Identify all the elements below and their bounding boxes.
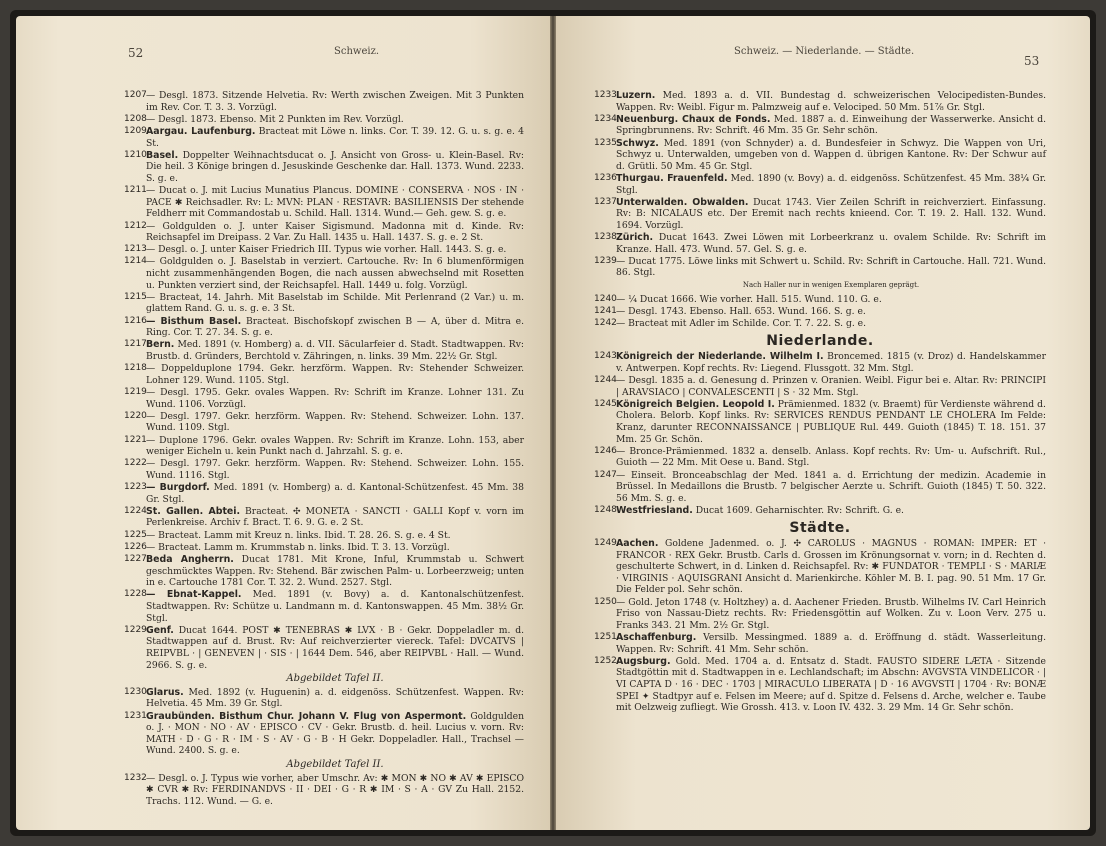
entry-heading: Aschaffenburg. [616,632,697,644]
entry-number: 1241 [594,305,617,316]
entry-text [146,363,524,386]
entry-description: — Bracteat. Lamm m. Krummstab n. links. Ibid. T. 3. 13. Vorzügl. [146,541,450,553]
entry-number: 1232 [124,772,147,783]
entry-number: 1210 [124,149,147,160]
catalog-entry [124,482,524,505]
catalog-entry [124,506,524,529]
catalog-entry [124,90,524,113]
entry-heading: Luzern. [616,90,656,101]
entry-number: 1249 [594,538,617,549]
entry-text [146,256,524,291]
entry-text [616,632,1046,655]
entry-number: 1246 [594,445,617,456]
entry-heading: Basel. [146,149,179,161]
catalog-entry [124,292,524,315]
entry-description: Med. 1890 (v. Bovy) a. d. eidgenöss. Schützenfest. 45 Mm. 38¼ Gr. Stgl. [616,172,1047,196]
entry-number: 1239 [594,255,617,266]
catalog-entry [124,185,524,220]
catalog-entry [124,773,524,808]
entry-text [146,90,524,113]
entry-text [616,597,1046,632]
entry-number: 1238 [594,232,617,243]
entry-text [146,185,524,220]
section-heading: Niederlande. [766,332,874,349]
catalog-entry [124,126,524,149]
catalog-entry [594,656,1046,714]
left-page [16,16,550,830]
entry-number: 1213 [124,244,147,255]
entry-description: — Desgl. 1743. Ebenso. Hall. 653. Wund. 166. S. g. e. [616,305,866,317]
catalog-entry [594,399,1046,445]
catalog-entry [124,244,524,256]
catalog-entry [594,256,1046,279]
entry-text [616,505,1046,517]
entry-text [616,138,1046,173]
catalog-entry [124,435,524,458]
entry-number: 1243 [594,351,617,362]
entry-description: — Ducat 1775. Löwe links mit Schwert u. Schild. Rv: Schrift in Cartouche. Hall. 721. Wund. 86. Stgl. [616,255,1046,279]
entry-description: — Desgl. 1835 a. d. Genesung d. Prinzen v. Oranien. Weibl. Figur bei e. Altar. Rv: PRINCIPI | ARAVSIACO | CONVALESCENTI | S · 32 Mm. Stgl. [616,375,1046,398]
entry-number: 1212 [124,220,147,231]
catalog-entry [124,554,524,589]
catalog-entry [594,306,1046,318]
entry-number: 1223 [124,482,147,493]
entry-text [146,387,524,410]
entry-text [616,446,1046,469]
entry-heading: Aargau. Laufenburg. [146,125,256,137]
entry-number: 1226 [124,541,147,552]
entry-number: 1209 [124,125,147,136]
catalog-entry [124,589,524,624]
entry-number: 1248 [594,504,617,515]
catalog-entry [124,339,524,362]
entry-number: 1227 [124,554,147,565]
entry-text [616,232,1046,255]
entry-description: — Desgl. o. J. unter Kaiser Friedrich III. Typus wie vorher. Hall. 1443. S. g. e. [146,244,507,256]
entry-text [146,506,524,529]
catalog-entry [124,687,524,710]
page-number: 53 [1024,54,1040,68]
entry-description: Bracteat. Bischofskopf zwischen B — A, über d. Mitra e. Ring. Cor. T. 27. 34. S. g. e. [146,315,524,339]
running-head: Schweiz. [334,46,380,57]
entry-heading: Glarus. [146,686,184,698]
entry-number: 1252 [594,655,617,666]
entry-description: Ducat 1743. Vier Zeilen Schrift in reichverziert. Einfassung. Rv: B: NICALAUS etc. Der Eremit nach rechts knieend. Cor. T. 19. 2. Hall. 132. Wund. 1694. Vorzügl. [616,196,1046,231]
entry-text [616,173,1046,196]
entry-description: Bracteat. ✣ MONETA · SANCTI · GALLI Kopf v. vorn im Perlenkreise. Archiv f. Bract. T. 6. 9. G. e. 2 St. [146,505,524,529]
entry-text [146,339,524,362]
entry-text [146,458,524,481]
entry-number: 1230 [124,686,147,697]
catalog-entry [124,114,524,126]
entry-text [616,90,1046,113]
entry-number: 1229 [124,624,147,635]
entry-text [146,435,524,458]
entry-description: Ducat 1609. Geharnischter. Rv: Schrift. G. e. [695,504,904,516]
entry-text [616,375,1046,398]
entry-text [146,411,524,434]
page-body [594,90,1046,714]
entry-text [146,773,524,808]
entry-description: Ducat 1644. POST ✱ TENEBRAS ✱ LVX · B · Gekr. Doppeladler m. d. Stadtwappen auf d. Brust. Rv: Auf reichverzierter viereck. Tafel: DVCATVS | REIPVBL · | GENEVEN | · SIS · | 1644 Dem. 546, aber REIPVBL · Hall. — Wund. 2966. S. g. e. [146,624,524,671]
catalog-entry [124,711,524,757]
entry-text [146,687,524,710]
entry-number: 1207 [124,90,147,100]
entry-heading: Westfriesland. [616,504,693,516]
catalog-entry [594,173,1046,196]
entry-description: Gold. Med. 1704 a. d. Entsatz d. Stadt. FAUSTO SIDERE LÆTA · Sitzende Stadtgöttin mit d. Stadtwappen in e. Lechlandschaft; im Abschn: AVGVSTA VINDELICOR · | VI CAPTA D · 16 · DEC · 1703 | MIRACULO LIBERATA | D · 16 AVGVSTI | 1704 · Rv: BONÆ SPEI ✦ Stadtpyr auf e. Felsen im Meere; auf d. Spitze d. Felsens d. Arche, welcher e. Taube mit Oelzweig zufliegt. Wie Grossh. 413. v. Loon IV. 432. 3. 29 Mm. 14 Gr. Sehr schön. [616,655,1046,714]
entry-heading: Genf. [146,624,174,636]
entry-heading: — Burgdorf. [146,482,210,494]
entry-description: — Goldgulden o. J. Baselstab in verziert. Cartouche. Rv: In 6 blumenförmigen nicht zusammenhängenden Bogen, die nach aussen abwechselnd mit Rosetten u. Punkten verziert sind, der Reichsapfel. Hall. 1449 u. folg. Vorzügl. [146,256,524,291]
entry-number: 1214 [124,256,147,267]
entry-number: 1224 [124,505,147,516]
entry-heading: Augsburg. [616,655,671,667]
entry-description: — Goldgulden o. J. unter Kaiser Sigismund. Madonna mit d. Kinde. Rv: Reichsapfel im Dreipass. 2 Var. Zu Hall. 1435 u. Hall. 1437. S. g. e. 2 St. [146,220,524,244]
entry-text [146,316,524,339]
entry-heading: Königreich der Niederlande. Wilhelm I. [616,351,824,363]
entry-heading: Schwyz. [616,137,659,149]
plate-caption: Abgebildet Tafel II. [286,758,384,770]
entry-description: Prämienmed. 1832 (v. Braemt) für Verdienste während d. Cholera. Belorb. Kopf links. Rv: SERVICES RENDUS PENDANT LE CHOLERA Im Felde: Kranz, darunter RECONNAISSANCE | PUBLIQUE Rul. 449. Guioth (1845) T. 18. 151. 37 Mm. 25 Gr. Schön. [616,398,1046,445]
entry-description: — Ducat o. J. mit Lucius Munatius Plancus. DOMINE · CONSERVA · NOS · IN · PACE ✱ Reichsadler. Rv: L: MVN: PLAN · RESTAVR: BASILIENSIS Der stehende Feldherr mit Commandostab u. Schild. Hall. 1314. Wund.— Geh. gew. S. g. e. [146,185,524,220]
catalog-entry [594,632,1046,655]
catalog-entry [594,375,1046,398]
entry-text [616,294,1046,306]
entry-number: 1242 [594,318,617,329]
catalog-entry [124,458,524,481]
entry-number: 1208 [124,113,147,124]
entry-number: 1220 [124,410,147,421]
page-number: 52 [128,46,144,60]
entry-description: — Einseit. Bronceabschlag der Med. 1841 a. d. Errichtung der medizin. Academie in Brüssel. In Medaillons die Brustb. 7 belgischer Aerzte u. Schrift. Guioth (1845) T. 50. 322. 56 Mm. S. g. e. [616,469,1046,504]
catalog-entry [124,221,524,244]
entry-text [146,589,524,624]
entry-description: — Desgl. 1873. Ebenso. Mit 2 Punkten im Rev. Vorzügl. [146,113,404,125]
entry-text [616,351,1046,374]
entry-text [146,126,524,149]
catalog-entry [124,411,524,434]
entry-number: 1240 [594,293,617,304]
entry-text [146,625,524,671]
section-heading: Städte. [789,519,851,536]
entry-number: 1245 [594,398,617,409]
catalog-entry [124,542,524,554]
entry-heading: Bern. [146,339,175,351]
entry-description: Med. 1891 (v. Bovy) a. d. Kantonalschützenfest. Stadtwappen. Rv: Schütze u. Landmann m. d. Kantonswappen. 45 Mm. 38½ Gr. Stgl. [146,589,524,624]
entry-description: Med. 1892 (v. Huguenin) a. d. eidgenöss. Schützenfest. Wappen. Rv: Helvetia. 45 Mm. 39 Gr. Stgl. [146,686,525,710]
catalog-entry [594,114,1046,137]
entry-text [616,197,1046,232]
entry-description: — Duplone 1796. Gekr. ovales Wappen. Rv: Schrift im Kranze. Lohn. 153, aber weniger Eicheln u. kein Punkt nach d. Jahrzahl. S. g. e. [146,434,524,458]
entry-text [146,711,524,757]
entry-description: Ducat 1643. Zwei Löwen mit Lorbeerkranz u. ovalem Schilde. Rv: Schrift im Kranze. Hall. 473. Wund. 57. Gel. S. g. e. [616,232,1047,255]
entry-text [616,318,1046,330]
catalog-entry [124,530,524,542]
entry-text [146,114,524,126]
entry-text [146,482,524,505]
entry-description: Doppelter Weihnachtsducat o. J. Ansicht von Gross- u. Klein-Basel. Rv: Die heil. 3 Könige bringen d. Jesuskinde Geschenke dar. Hall. 1373. Wund. 2233. S. g. e. [146,149,525,184]
entry-text [146,244,524,256]
entry-number: 1244 [594,375,617,385]
entry-text [616,470,1046,505]
entry-description: — Gold. Jeton 1748 (v. Holtzhey) a. d. Aachener Frieden. Brustb. Wilhelms IV. Carl Heinrich Friso von Nassau-Dietz rechts. Rv: Friedensgöttin auf Wolken. Zu v. Loon Verv. 275 u. Franks 343. 21 Mm. 2½ Gr. Stgl. [616,596,1046,631]
entry-description: — Desgl. 1873. Sitzende Helvetia. Rv: Werth zwischen Zweigen. Mit 3 Punkten im Rev. Cor. T. 3. 3. Vorzügl. [146,90,524,113]
catalog-entry [124,625,524,671]
entry-description: Versilb. Messingmed. 1889 a. d. Eröffnung d. städt. Wasserleitung. Wappen. Rv: Schrift. 41 Mm. Sehr schön. [616,632,1046,655]
catalog-entry [594,138,1046,173]
entry-description: Goldgulden o. J. · MON · NO · AV · EPISCO · CV · Gekr. Brustb. d. heil. Lucius v. vorn. Rv: MATH · D · G · R · IM · S · AV · G · B · H Gekr. Doppeladler. Hall., Trachsel — Wund. 2400. S. g. e. [146,710,524,757]
entry-number: 1247 [594,469,617,480]
catalog-entry [124,150,524,185]
entry-text [616,399,1046,445]
entry-description: — Desgl. 1797. Gekr. herzförm. Wappen. Rv: Stehend. Schweizer. Lohn. 155. Wund. 1116. Stgl. [146,458,524,481]
entry-description: Med. 1891 (v. Homberg) a. d. Kantonal-Schützenfest. 45 Mm. 38 Gr. Stgl. [146,482,524,505]
entry-heading: Unterwalden. Obwalden. [616,196,749,208]
entry-number: 1221 [124,434,147,445]
entry-number: 1218 [124,363,147,374]
entry-number: 1236 [594,172,617,183]
entry-text [146,150,524,185]
entry-text [146,554,524,589]
entry-number: 1234 [594,113,617,124]
entry-text [616,656,1046,714]
entry-heading: Königreich Belgien. Leopold I. [616,398,775,410]
catalog-entry [124,316,524,339]
entry-description: Med. 1887 a. d. Einweihung der Wasserwerke. Ansicht d. Springbrunnens. Rv: Schrift. 46 Mm. 35 Gr. Sehr schön. [616,113,1047,137]
catalog-entry [594,232,1046,255]
page-body [124,90,524,808]
entry-text [616,538,1046,596]
catalog-entry [594,351,1046,374]
catalog-entry [594,538,1046,596]
catalog-entry [594,294,1046,306]
entry-number: 1233 [594,90,617,100]
entry-text [616,306,1046,318]
plate-caption: Abgebildet Tafel II. [286,673,384,685]
footnote: Nach Haller nur in wenigen Exemplaren geprägt. [742,281,920,290]
entry-number: 1216 [124,315,147,326]
entry-heading: Thurgau. Frauenfeld. [616,172,728,184]
entry-number: 1225 [124,529,147,540]
entry-description: Goldene Jadenmed. o. J. ✣ CAROLUS · MAGNUS · ROMAN: IMPER: ET · FRANCOR · REX Gekr. Brustb. Carls d. Grossen im Krönungsornat v. vorn; in d. Rechten d. geschulterte Schwert, in d. Linken d. Reichsapfel. Rv: ✱ FUNDATOR · TEMPLI · S · MARIÆ · VIRGINIS · AQUISGRANI Ansicht d. Marienkirche. Köhler M. B. I. pag. 90. 51 Mm. 17 Gr. Die Felder pol. Sehr schön. [616,538,1046,596]
catalog-entry [594,470,1046,505]
entry-description: — Bracteat, 14. Jahrh. Mit Baselstab im Schilde. Mit Perlenrand (2 Var.) u. m. glattem Rand. G. u. s. g. e. 3 St. [146,291,524,315]
entry-description: Broncemed. 1815 (v. Droz) d. Handelskammer v. Antwerpen. Kopf rechts. Rv: Liegend. Flussgott. 32 Mm. Stgl. [616,351,1046,374]
catalog-entry [124,387,524,410]
entry-number: 1237 [594,196,617,207]
entry-description: — Bracteat mit Adler im Schilde. Cor. T. 7. 22. S. g. e. [616,318,867,330]
entry-number: 1250 [594,596,617,607]
entry-number: 1219 [124,386,147,397]
entry-number: 1228 [124,589,147,600]
entry-text [146,292,524,315]
entry-description: — Desgl. o. J. Typus wie vorher, aber Umschr. Av: ✱ MON ✱ NO ✱ AV ✱ EPISCO ✱ CVR ✱ Rv: FERDINANDVS · II · DEI · G · R ✱ IM · S · A · GV Zu Hall. 2152. Trachs. 112. Wund. — G. e. [146,772,524,807]
entry-description: — Bracteat. Lamm mit Kreuz n. links. Ibid. T. 28. 26. S. g. e. 4 St. [146,529,451,541]
entry-description: — Desgl. 1797. Gekr. herzförm. Wappen. Rv: Stehend. Schweizer. Lohn. 137. Wund. 1109. Stgl. [146,410,524,434]
catalog-entry [594,505,1046,517]
entry-text [616,256,1046,279]
entry-description: Bracteat mit Löwe n. links. Cor. T. 39. 12. G. u. s. g. e. 4 St. [146,125,524,149]
entry-number: 1231 [124,710,147,721]
entry-description: — Bronce-Prämienmed. 1832 a. denselb. Anlass. Kopf rechts. Rv: Um- u. Aufschrift. Rul., Guioth — 22 Mm. Mit Oese u. Band. Stgl. [616,445,1046,469]
entry-heading: — Bisthum Basel. [146,315,242,327]
entry-number: 1251 [594,632,617,643]
catalog-entry [594,446,1046,469]
catalog-entry [594,90,1046,113]
book-spread [10,10,1096,836]
entry-text [616,114,1046,137]
entry-description: Ducat 1781. Mit Krone, Inful, Krummstab u. Schwert geschmücktes Wappen. Rv: Stehend. Bär zwischen Palm- u. Lorbeerzweig; unten in e. Cartouche 1781 Cor. T. 32. 2. Wund. 2527. Stgl. [146,554,525,589]
entry-number: 1217 [124,339,147,350]
catalog-entry [594,197,1046,232]
entry-number: 1222 [124,458,147,469]
entry-heading: Beda Angherrn. [146,554,234,566]
entry-description: — ¼ Ducat 1666. Wie vorher. Hall. 515. Wund. 110. G. e. [616,293,882,305]
running-head: Schweiz. — Niederlande. — Städte. [734,46,915,57]
entry-text [146,221,524,244]
catalog-entry [124,256,524,291]
catalog-entry [594,318,1046,330]
entry-description: Med. 1891 (v. Homberg) a. d. VII. Säcularfeier d. Stadt. Stadtwappen. Rv: Brustb. d. Gründers, Berchtold v. Zähringen, n. links. 39 Mm. 22½ Gr. Stgl. [146,339,524,362]
entry-number: 1215 [124,291,147,302]
entry-number: 1211 [124,185,147,196]
entry-heading: Neuenburg. Chaux de Fonds. [616,113,771,125]
entry-description: — Doppelduplone 1794. Gekr. herzförm. Wappen. Rv: Stehender Schweizer. Lohner 129. Wund. 1105. Stgl. [146,363,524,386]
entry-heading: Zürich. [616,232,654,244]
entry-description: — Desgl. 1795. Gekr. ovales Wappen. Rv: Schrift im Kranze. Lohner 131. Zu Wund. 1106. Vorzügl. [146,386,524,410]
entry-number: 1235 [594,137,617,148]
catalog-entry [124,363,524,386]
entry-text [146,530,524,542]
entry-heading: Aachen. [616,538,659,550]
entry-text [146,542,524,554]
entry-heading: St. Gallen. Abtei. [146,505,241,517]
catalog-entry [594,597,1046,632]
right-page [556,16,1090,830]
entry-description: Med. 1891 (von Schnyder) a. d. Bundesfeier in Schwyz. Die Wappen von Uri, Schwyz u. Unterwalden, umgeben von d. Wappen d. übrigen Kantone. Rv: Der Schwur auf d. Grütli. 50 Mm. 45 Gr. Stgl. [616,137,1046,172]
entry-heading: — Ebnat-Kappel. [146,589,242,601]
entry-heading: Graubünden. Bisthum Chur. Johann V. Flug von Aspermont. [146,710,467,722]
entry-description: Med. 1893 a. d. VII. Bundestag d. schweizerischen Velocipedisten-Bundes. Wappen. Rv: Weibl. Figur m. Palmzweig auf e. Velociped. 50 Mm. 51⅞ Gr. Stgl. [616,90,1046,113]
